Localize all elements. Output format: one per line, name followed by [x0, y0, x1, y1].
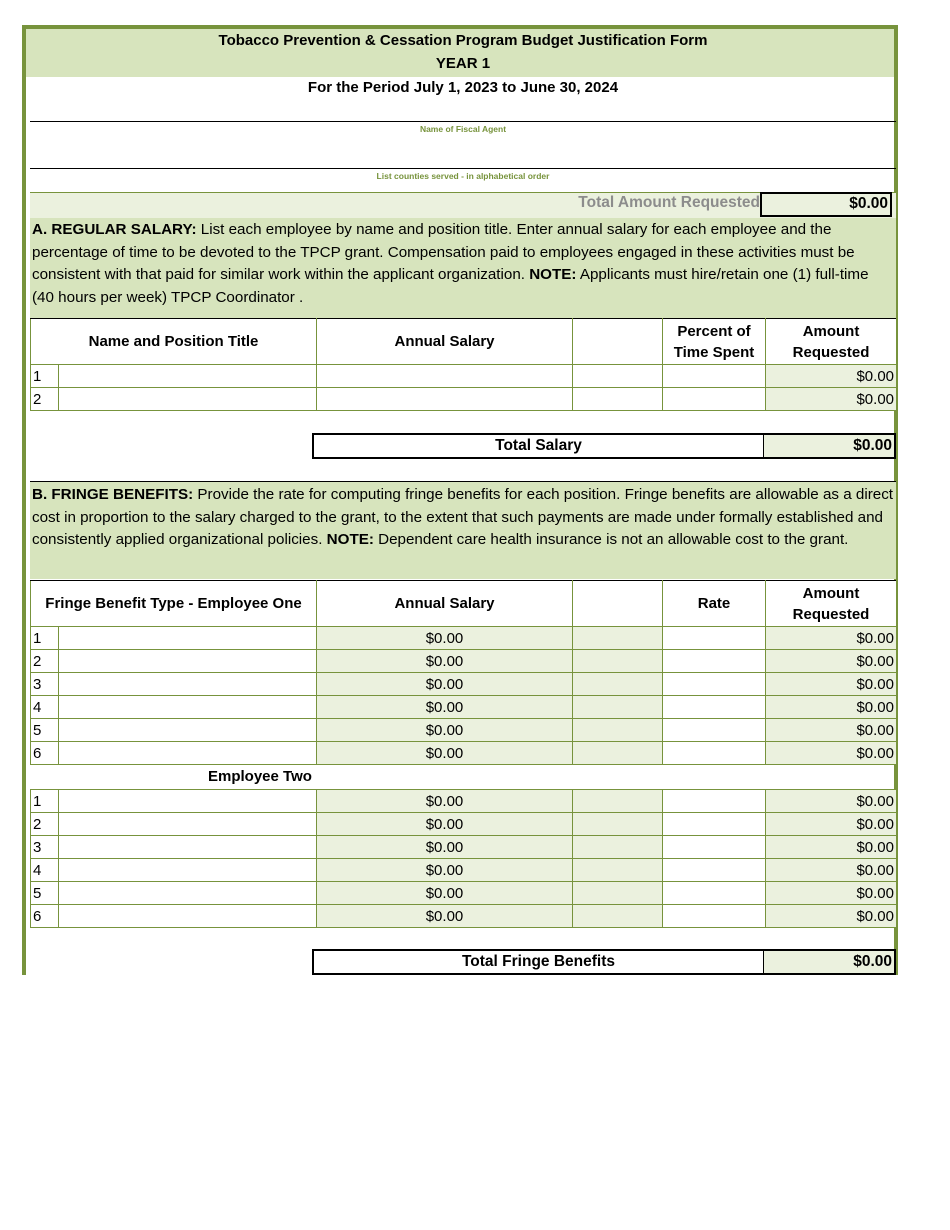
fringe-type-input[interactable]	[59, 650, 317, 673]
row-number: 3	[31, 836, 59, 859]
rate-input[interactable]	[663, 673, 766, 696]
blank-cell	[573, 882, 663, 905]
amount-requested: $0.00	[766, 790, 897, 813]
form-frame	[22, 25, 898, 975]
row-number: 1	[31, 627, 59, 650]
section-a-note-label: NOTE:	[529, 266, 577, 283]
blank-cell	[573, 836, 663, 859]
fringe-type-input[interactable]	[59, 696, 317, 719]
col-blank	[573, 581, 663, 627]
blank-cell	[573, 859, 663, 882]
section-b-note-text: Dependent care health insurance is not an allowable cost to the grant.	[373, 531, 849, 548]
annual-salary: $0.00	[317, 790, 573, 813]
row-number: 1	[31, 365, 59, 388]
amount-requested: $0.00	[766, 859, 897, 882]
fringe-type-input[interactable]	[59, 673, 317, 696]
rate-input[interactable]	[663, 882, 766, 905]
amount-requested: $0.00	[766, 388, 897, 411]
blank-cell	[573, 650, 663, 673]
col-amount-requested: Amount Requested	[766, 581, 897, 627]
fiscal-agent-input[interactable]	[30, 99, 896, 121]
blank-cell	[573, 813, 663, 836]
blank-cell	[573, 790, 663, 813]
table-row	[31, 696, 897, 719]
rate-input[interactable]	[663, 696, 766, 719]
form-title: Tobacco Prevention & Cessation Program Budget Justification Form	[218, 32, 708, 49]
section-b-description	[30, 484, 896, 552]
col-blank	[573, 319, 663, 365]
percent-time-input[interactable]	[663, 365, 766, 388]
amount-requested: $0.00	[766, 365, 897, 388]
table-row	[31, 790, 897, 813]
fringe-type-input[interactable]	[59, 882, 317, 905]
blank-cell	[573, 905, 663, 928]
row-number: 6	[31, 742, 59, 765]
section-b-heading: B. FRINGE BENEFITS:	[32, 486, 194, 503]
fringe-type-input[interactable]	[59, 719, 317, 742]
annual-salary-input[interactable]	[317, 388, 573, 411]
amount-requested: $0.00	[766, 905, 897, 928]
section-b-text: Provide the rate for computing fringe benefits for each position. Fringe benefits are allowable as a direct cost in proportion to the salary charged to the grant, to the extent that such payments are made under formally established and consistently applied organizational policies.	[32, 486, 894, 548]
fringe-type-input[interactable]	[59, 859, 317, 882]
section-a-description	[30, 219, 896, 309]
rate-input[interactable]	[663, 719, 766, 742]
table-row	[31, 627, 897, 650]
employee-two-label: Employee Two	[208, 768, 312, 785]
fringe-type-input[interactable]	[59, 742, 317, 765]
table-row	[31, 813, 897, 836]
rate-input[interactable]	[663, 905, 766, 928]
table-row	[31, 388, 897, 411]
row-number: 3	[31, 673, 59, 696]
annual-salary: $0.00	[317, 719, 573, 742]
rate-input[interactable]	[663, 742, 766, 765]
col-name-position: Name and Position Title	[31, 319, 317, 365]
rate-input[interactable]	[663, 627, 766, 650]
amount-requested: $0.00	[766, 742, 897, 765]
table-row	[31, 365, 897, 388]
rate-input[interactable]	[663, 813, 766, 836]
table-row	[31, 836, 897, 859]
amount-requested: $0.00	[766, 673, 897, 696]
fringe-type-input[interactable]	[59, 836, 317, 859]
fringe-table-employee-one	[30, 580, 897, 765]
salary-table	[30, 318, 897, 411]
fringe-type-input[interactable]	[59, 627, 317, 650]
table-row	[31, 673, 897, 696]
blank-cell	[573, 673, 663, 696]
rate-input[interactable]	[663, 859, 766, 882]
form-year: YEAR 1	[435, 55, 491, 72]
row-number: 6	[31, 905, 59, 928]
table-row	[31, 882, 897, 905]
amount-requested: $0.00	[766, 882, 897, 905]
rate-input[interactable]	[663, 790, 766, 813]
col-amount-requested: Amount Requested	[766, 319, 897, 365]
amount-requested: $0.00	[766, 813, 897, 836]
fringe-type-input[interactable]	[59, 790, 317, 813]
table-row	[31, 719, 897, 742]
fringe-header-row	[31, 581, 897, 627]
blank-cell	[573, 365, 663, 388]
rate-input[interactable]	[663, 650, 766, 673]
fringe-table-employee-two	[30, 789, 897, 928]
row-number: 5	[31, 719, 59, 742]
fringe-type-input[interactable]	[59, 813, 317, 836]
form-period: For the Period July 1, 2023 to June 30, 2024	[307, 79, 619, 96]
amount-requested: $0.00	[766, 836, 897, 859]
annual-salary: $0.00	[317, 627, 573, 650]
col-annual-salary: Annual Salary	[317, 319, 573, 365]
annual-salary-input[interactable]	[317, 365, 573, 388]
counties-label: List counties served - in alphabetical order	[376, 171, 550, 181]
col-percent-time: Percent of Time Spent	[663, 319, 766, 365]
total-salary-box	[312, 433, 896, 459]
annual-salary: $0.00	[317, 859, 573, 882]
section-a-heading: A. REGULAR SALARY:	[32, 221, 197, 238]
percent-time-input[interactable]	[663, 388, 766, 411]
row-number: 5	[31, 882, 59, 905]
annual-salary: $0.00	[317, 813, 573, 836]
row-number: 1	[31, 790, 59, 813]
blank-cell	[573, 696, 663, 719]
fiscal-agent-label: Name of Fiscal Agent	[419, 124, 507, 134]
row-number: 4	[31, 696, 59, 719]
total-requested-value: $0.00	[760, 192, 892, 217]
col-annual-salary: Annual Salary	[317, 581, 573, 627]
annual-salary: $0.00	[317, 650, 573, 673]
total-requested-label: Total Amount Requested	[578, 194, 760, 211]
annual-salary: $0.00	[317, 742, 573, 765]
table-row	[31, 859, 897, 882]
section-b-note-label: NOTE:	[326, 531, 374, 548]
blank-cell	[573, 742, 663, 765]
fringe-type-input[interactable]	[59, 905, 317, 928]
total-fringe-box	[312, 949, 896, 975]
amount-requested: $0.00	[766, 627, 897, 650]
amount-requested: $0.00	[766, 650, 897, 673]
fiscal-agent-line	[30, 121, 896, 122]
blank-cell	[573, 388, 663, 411]
blank-cell	[573, 627, 663, 650]
counties-line	[30, 168, 896, 169]
row-number: 2	[31, 388, 59, 411]
rate-input[interactable]	[663, 836, 766, 859]
salary-header-row	[31, 319, 897, 365]
section-a-note-text: Applicants must hire/retain one (1) full-time (40 hours per week) TPCP Coordinator .	[32, 266, 869, 306]
annual-salary: $0.00	[317, 882, 573, 905]
amount-requested: $0.00	[766, 719, 897, 742]
section-a-text: List each employee by name and position title. Enter annual salary for each employee and the percentage of time to be devoted to the TPCP grant. Compensation paid to employees engaged in these activities must be consistent with that paid for similar work within the applicant organization.	[32, 221, 855, 283]
total-fringe-value: $0.00	[763, 951, 894, 973]
blank-cell	[573, 719, 663, 742]
annual-salary: $0.00	[317, 836, 573, 859]
total-salary-label: Total Salary	[495, 437, 582, 454]
amount-requested: $0.00	[766, 696, 897, 719]
table-row	[31, 905, 897, 928]
name-position-input[interactable]	[59, 365, 317, 388]
row-number: 4	[31, 859, 59, 882]
col-fringe-type: Fringe Benefit Type - Employee One	[31, 581, 317, 627]
annual-salary: $0.00	[317, 696, 573, 719]
annual-salary: $0.00	[317, 905, 573, 928]
counties-input[interactable]	[30, 139, 896, 167]
row-number: 2	[31, 813, 59, 836]
col-rate: Rate	[663, 581, 766, 627]
table-row	[31, 742, 897, 765]
table-row	[31, 650, 897, 673]
row-number: 2	[31, 650, 59, 673]
total-salary-value: $0.00	[763, 435, 894, 457]
total-fringe-label: Total Fringe Benefits	[461, 953, 615, 970]
annual-salary: $0.00	[317, 673, 573, 696]
name-position-input[interactable]	[59, 388, 317, 411]
